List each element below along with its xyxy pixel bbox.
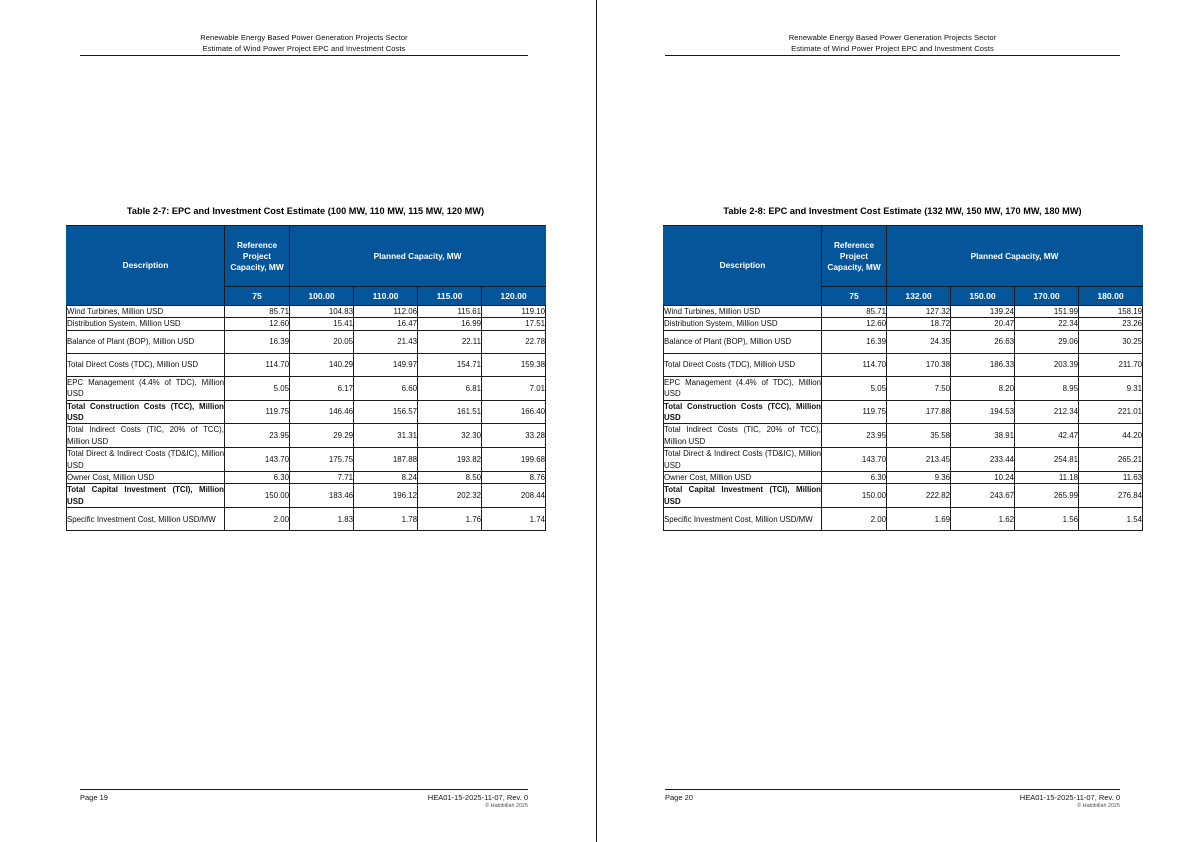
row-label: Specific Investment Cost, Million USD/MW — [664, 508, 822, 531]
running-footer — [665, 789, 1120, 810]
table-row — [67, 472, 546, 484]
page-number: Page 19 — [80, 793, 108, 802]
sub-header-ref-capacity: 75 — [822, 287, 887, 306]
row-value: 32.30 — [418, 424, 482, 448]
page-20 — [596, 0, 1192, 842]
row-value: 177.88 — [887, 400, 951, 424]
col-header-reference: Reference Project Capacity, MW — [225, 226, 290, 287]
row-value: 8.24 — [354, 472, 418, 484]
table-row — [664, 330, 1143, 353]
row-value: 6.60 — [354, 376, 418, 400]
row-value: 265.21 — [1079, 448, 1143, 472]
row-value: 112.06 — [354, 306, 418, 318]
row-value: 7.01 — [482, 376, 546, 400]
row-value: 211.70 — [1079, 353, 1143, 376]
row-value: 119.75 — [822, 400, 887, 424]
running-footer — [80, 789, 528, 810]
row-label: Owner Cost, Million USD — [67, 472, 225, 484]
row-value: 159.38 — [482, 353, 546, 376]
row-value: 22.34 — [1015, 318, 1079, 330]
col-header-planned: Planned Capacity, MW — [290, 226, 546, 287]
row-label: Total Direct & Indirect Costs (TD&IC), Million USD — [664, 449, 821, 470]
row-value: 16.99 — [418, 318, 482, 330]
document-number: HEA01-15-2025-11-07, Rev. 0 — [427, 793, 528, 802]
row-value: 104.83 — [290, 306, 354, 318]
sub-header-capacity-1: 100.00 — [290, 287, 354, 306]
row-value: 139.24 — [951, 306, 1015, 318]
row-value: 119.10 — [482, 306, 546, 318]
row-label: Balance of Plant (BOP), Million USD — [67, 330, 225, 353]
header-line-1: Renewable Energy Based Power Generation Projects Sector — [200, 33, 408, 42]
row-value: 1.74 — [482, 508, 546, 531]
row-value: 213.45 — [887, 448, 951, 472]
row-value: 2.00 — [822, 508, 887, 531]
row-value: 276.84 — [1079, 484, 1143, 508]
row-value: 42.47 — [1015, 424, 1079, 448]
row-value: 10.24 — [951, 472, 1015, 484]
table-row — [67, 484, 546, 508]
row-value: 20.05 — [290, 330, 354, 353]
running-header — [80, 33, 528, 56]
sub-header-capacity-2: 110.00 — [354, 287, 418, 306]
row-value: 233.44 — [951, 448, 1015, 472]
row-value: 11.63 — [1079, 472, 1143, 484]
row-value: 16.39 — [822, 330, 887, 353]
row-value: 21.43 — [354, 330, 418, 353]
row-value: 146.46 — [290, 400, 354, 424]
table-row — [664, 448, 1143, 472]
sub-header-capacity-3: 115.00 — [418, 287, 482, 306]
table-body — [664, 306, 1143, 531]
row-value: 8.50 — [418, 472, 482, 484]
footer-doc-block — [428, 793, 528, 810]
row-label: EPC Management (4.4% of TDC), Million USD — [67, 377, 224, 399]
col-header-description: Description — [67, 226, 225, 306]
row-value: 1.83 — [290, 508, 354, 531]
row-label: Wind Turbines, Million USD — [67, 306, 225, 318]
cost-table — [66, 225, 546, 531]
row-value: 24.35 — [887, 330, 951, 353]
table-block — [66, 206, 545, 531]
row-value: 6.81 — [418, 376, 482, 400]
row-value: 2.00 — [225, 508, 290, 531]
row-value: 193.82 — [418, 448, 482, 472]
row-label: Wind Turbines, Million USD — [664, 306, 822, 318]
row-label: Total Construction Costs (TCC), Million USD — [67, 401, 224, 423]
row-value: 158.19 — [1079, 306, 1143, 318]
row-value: 212.34 — [1015, 400, 1079, 424]
row-label: Balance of Plant (BOP), Million USD — [664, 330, 822, 353]
table-row — [67, 330, 546, 353]
row-value: 38.91 — [951, 424, 1015, 448]
row-value: 6.17 — [290, 376, 354, 400]
row-value: 150.00 — [822, 484, 887, 508]
sub-header-capacity-3: 170.00 — [1015, 287, 1079, 306]
row-value: 119.75 — [225, 400, 290, 424]
row-value: 33.28 — [482, 424, 546, 448]
sub-header-capacity-4: 180.00 — [1079, 287, 1143, 306]
row-value: 23.95 — [225, 424, 290, 448]
row-value: 35.58 — [887, 424, 951, 448]
row-value: 16.39 — [225, 330, 290, 353]
row-value: 1.54 — [1079, 508, 1143, 531]
row-label: Total Direct & Indirect Costs (TD&IC), Million USD — [67, 449, 224, 470]
sub-header-capacity-1: 132.00 — [887, 287, 951, 306]
row-value: 1.78 — [354, 508, 418, 531]
row-value: 170.38 — [887, 353, 951, 376]
row-value: 1.56 — [1015, 508, 1079, 531]
table-row — [67, 448, 546, 472]
table-row — [67, 306, 546, 318]
row-label: Total Direct Costs (TDC), Million USD — [67, 353, 225, 376]
table-head — [664, 226, 1143, 306]
row-label: Specific Investment Cost, Million USD/MW — [67, 508, 225, 531]
cost-table — [663, 225, 1143, 531]
row-value: 254.81 — [1015, 448, 1079, 472]
row-label: Distribution System, Million USD — [67, 318, 225, 330]
row-label: Owner Cost, Million USD — [664, 472, 822, 484]
footer-doc-block — [1020, 793, 1120, 810]
row-value: 187.88 — [354, 448, 418, 472]
sub-header-ref-capacity: 75 — [225, 287, 290, 306]
table-row — [67, 400, 546, 424]
table-row — [664, 424, 1143, 448]
row-value: 196.12 — [354, 484, 418, 508]
row-value: 18.72 — [887, 318, 951, 330]
row-value: 8.76 — [482, 472, 546, 484]
row-value: 143.70 — [822, 448, 887, 472]
row-value: 5.05 — [225, 376, 290, 400]
row-value: 265.99 — [1015, 484, 1079, 508]
row-label: Distribution System, Million USD — [664, 318, 822, 330]
row-value: 31.31 — [354, 424, 418, 448]
row-value: 183.46 — [290, 484, 354, 508]
row-value: 20.47 — [951, 318, 1015, 330]
row-value: 156.57 — [354, 400, 418, 424]
row-value: 7.50 — [887, 376, 951, 400]
row-value: 127.32 — [887, 306, 951, 318]
table-row — [664, 353, 1143, 376]
table-row — [67, 424, 546, 448]
row-value: 12.60 — [225, 318, 290, 330]
row-value: 1.76 — [418, 508, 482, 531]
table-body — [67, 306, 546, 531]
row-value: 8.20 — [951, 376, 1015, 400]
row-value: 186.33 — [951, 353, 1015, 376]
table-row — [664, 508, 1143, 531]
row-value: 222.82 — [887, 484, 951, 508]
row-value: 85.71 — [822, 306, 887, 318]
header-line-1: Renewable Energy Based Power Generation Projects Sector — [788, 33, 997, 42]
page-number: Page 20 — [665, 793, 693, 802]
table-block — [663, 206, 1142, 531]
row-value: 12.60 — [822, 318, 887, 330]
copyright-notice: © Habibillah 2025 — [1077, 803, 1120, 809]
row-value: 203.39 — [1015, 353, 1079, 376]
row-value: 22.11 — [418, 330, 482, 353]
row-value: 9.36 — [887, 472, 951, 484]
copyright-notice: © Habibillah 2025 — [485, 803, 528, 809]
header-line-2: Estimate of Wind Power Project EPC and Investment Costs — [202, 43, 406, 53]
sub-header-capacity-2: 150.00 — [951, 287, 1015, 306]
row-value: 23.95 — [822, 424, 887, 448]
row-value: 23.26 — [1079, 318, 1143, 330]
row-value: 6.30 — [225, 472, 290, 484]
row-value: 16.47 — [354, 318, 418, 330]
row-value: 44.20 — [1079, 424, 1143, 448]
row-value: 85.71 — [225, 306, 290, 318]
row-value: 150.00 — [225, 484, 290, 508]
table-row — [67, 318, 546, 330]
row-value: 243.67 — [951, 484, 1015, 508]
table-head — [67, 226, 546, 306]
row-value: 114.70 — [225, 353, 290, 376]
table-row — [664, 306, 1143, 318]
row-label: Total Direct Costs (TDC), Million USD — [664, 353, 822, 376]
row-value: 1.69 — [887, 508, 951, 531]
table-row — [664, 376, 1143, 400]
table-row — [664, 484, 1143, 508]
row-value: 154.71 — [418, 353, 482, 376]
row-value: 151.99 — [1015, 306, 1079, 318]
row-value: 199.68 — [482, 448, 546, 472]
row-value: 22.78 — [482, 330, 546, 353]
row-value: 17.51 — [482, 318, 546, 330]
row-label: Total Capital Investment (TCI), Million USD — [67, 485, 224, 506]
row-value: 143.70 — [225, 448, 290, 472]
row-value: 140.29 — [290, 353, 354, 376]
row-label: Total Capital Investment (TCI), Million USD — [664, 485, 821, 506]
row-value: 221.01 — [1079, 400, 1143, 424]
row-label: Total Indirect Costs (TIC, 20% of TCC), Million USD — [664, 425, 821, 446]
sub-header-capacity-4: 120.00 — [482, 287, 546, 306]
table-caption: Table 2-8: EPC and Investment Cost Estimate (132 MW, 150 MW, 170 MW, 180 MW) — [723, 206, 1082, 216]
running-header — [665, 33, 1120, 56]
table-row — [67, 508, 546, 531]
row-value: 8.95 — [1015, 376, 1079, 400]
table-row — [664, 400, 1143, 424]
col-header-planned: Planned Capacity, MW — [887, 226, 1143, 287]
row-value: 6.30 — [822, 472, 887, 484]
row-value: 194.53 — [951, 400, 1015, 424]
row-value: 7.71 — [290, 472, 354, 484]
row-label: Total Construction Costs (TCC), Million USD — [664, 401, 821, 423]
document-number: HEA01-15-2025-11-07, Rev. 0 — [1019, 793, 1120, 802]
table-row — [67, 376, 546, 400]
row-value: 29.29 — [290, 424, 354, 448]
col-header-reference: Reference Project Capacity, MW — [822, 226, 887, 287]
row-value: 114.70 — [822, 353, 887, 376]
row-value: 5.05 — [822, 376, 887, 400]
table-row — [67, 353, 546, 376]
row-value: 161.51 — [418, 400, 482, 424]
row-value: 1.62 — [951, 508, 1015, 531]
row-value: 9.31 — [1079, 376, 1143, 400]
row-value: 26.63 — [951, 330, 1015, 353]
row-value: 166.40 — [482, 400, 546, 424]
col-header-description: Description — [664, 226, 822, 306]
row-value: 175.75 — [290, 448, 354, 472]
row-value: 29.06 — [1015, 330, 1079, 353]
row-value: 30.25 — [1079, 330, 1143, 353]
table-row — [664, 318, 1143, 330]
row-value: 202.32 — [418, 484, 482, 508]
row-value: 149.97 — [354, 353, 418, 376]
page-19 — [0, 0, 596, 842]
row-label: Total Indirect Costs (TIC, 20% of TCC), Million USD — [67, 425, 224, 446]
row-value: 115.61 — [418, 306, 482, 318]
table-caption: Table 2-7: EPC and Investment Cost Estimate (100 MW, 110 MW, 115 MW, 120 MW) — [126, 206, 485, 216]
table-row — [664, 472, 1143, 484]
row-value: 15.41 — [290, 318, 354, 330]
row-value: 208.44 — [482, 484, 546, 508]
row-value: 11.18 — [1015, 472, 1079, 484]
header-line-2: Estimate of Wind Power Project EPC and Investment Costs — [791, 43, 994, 53]
row-label: EPC Management (4.4% of TDC), Million USD — [664, 377, 821, 399]
